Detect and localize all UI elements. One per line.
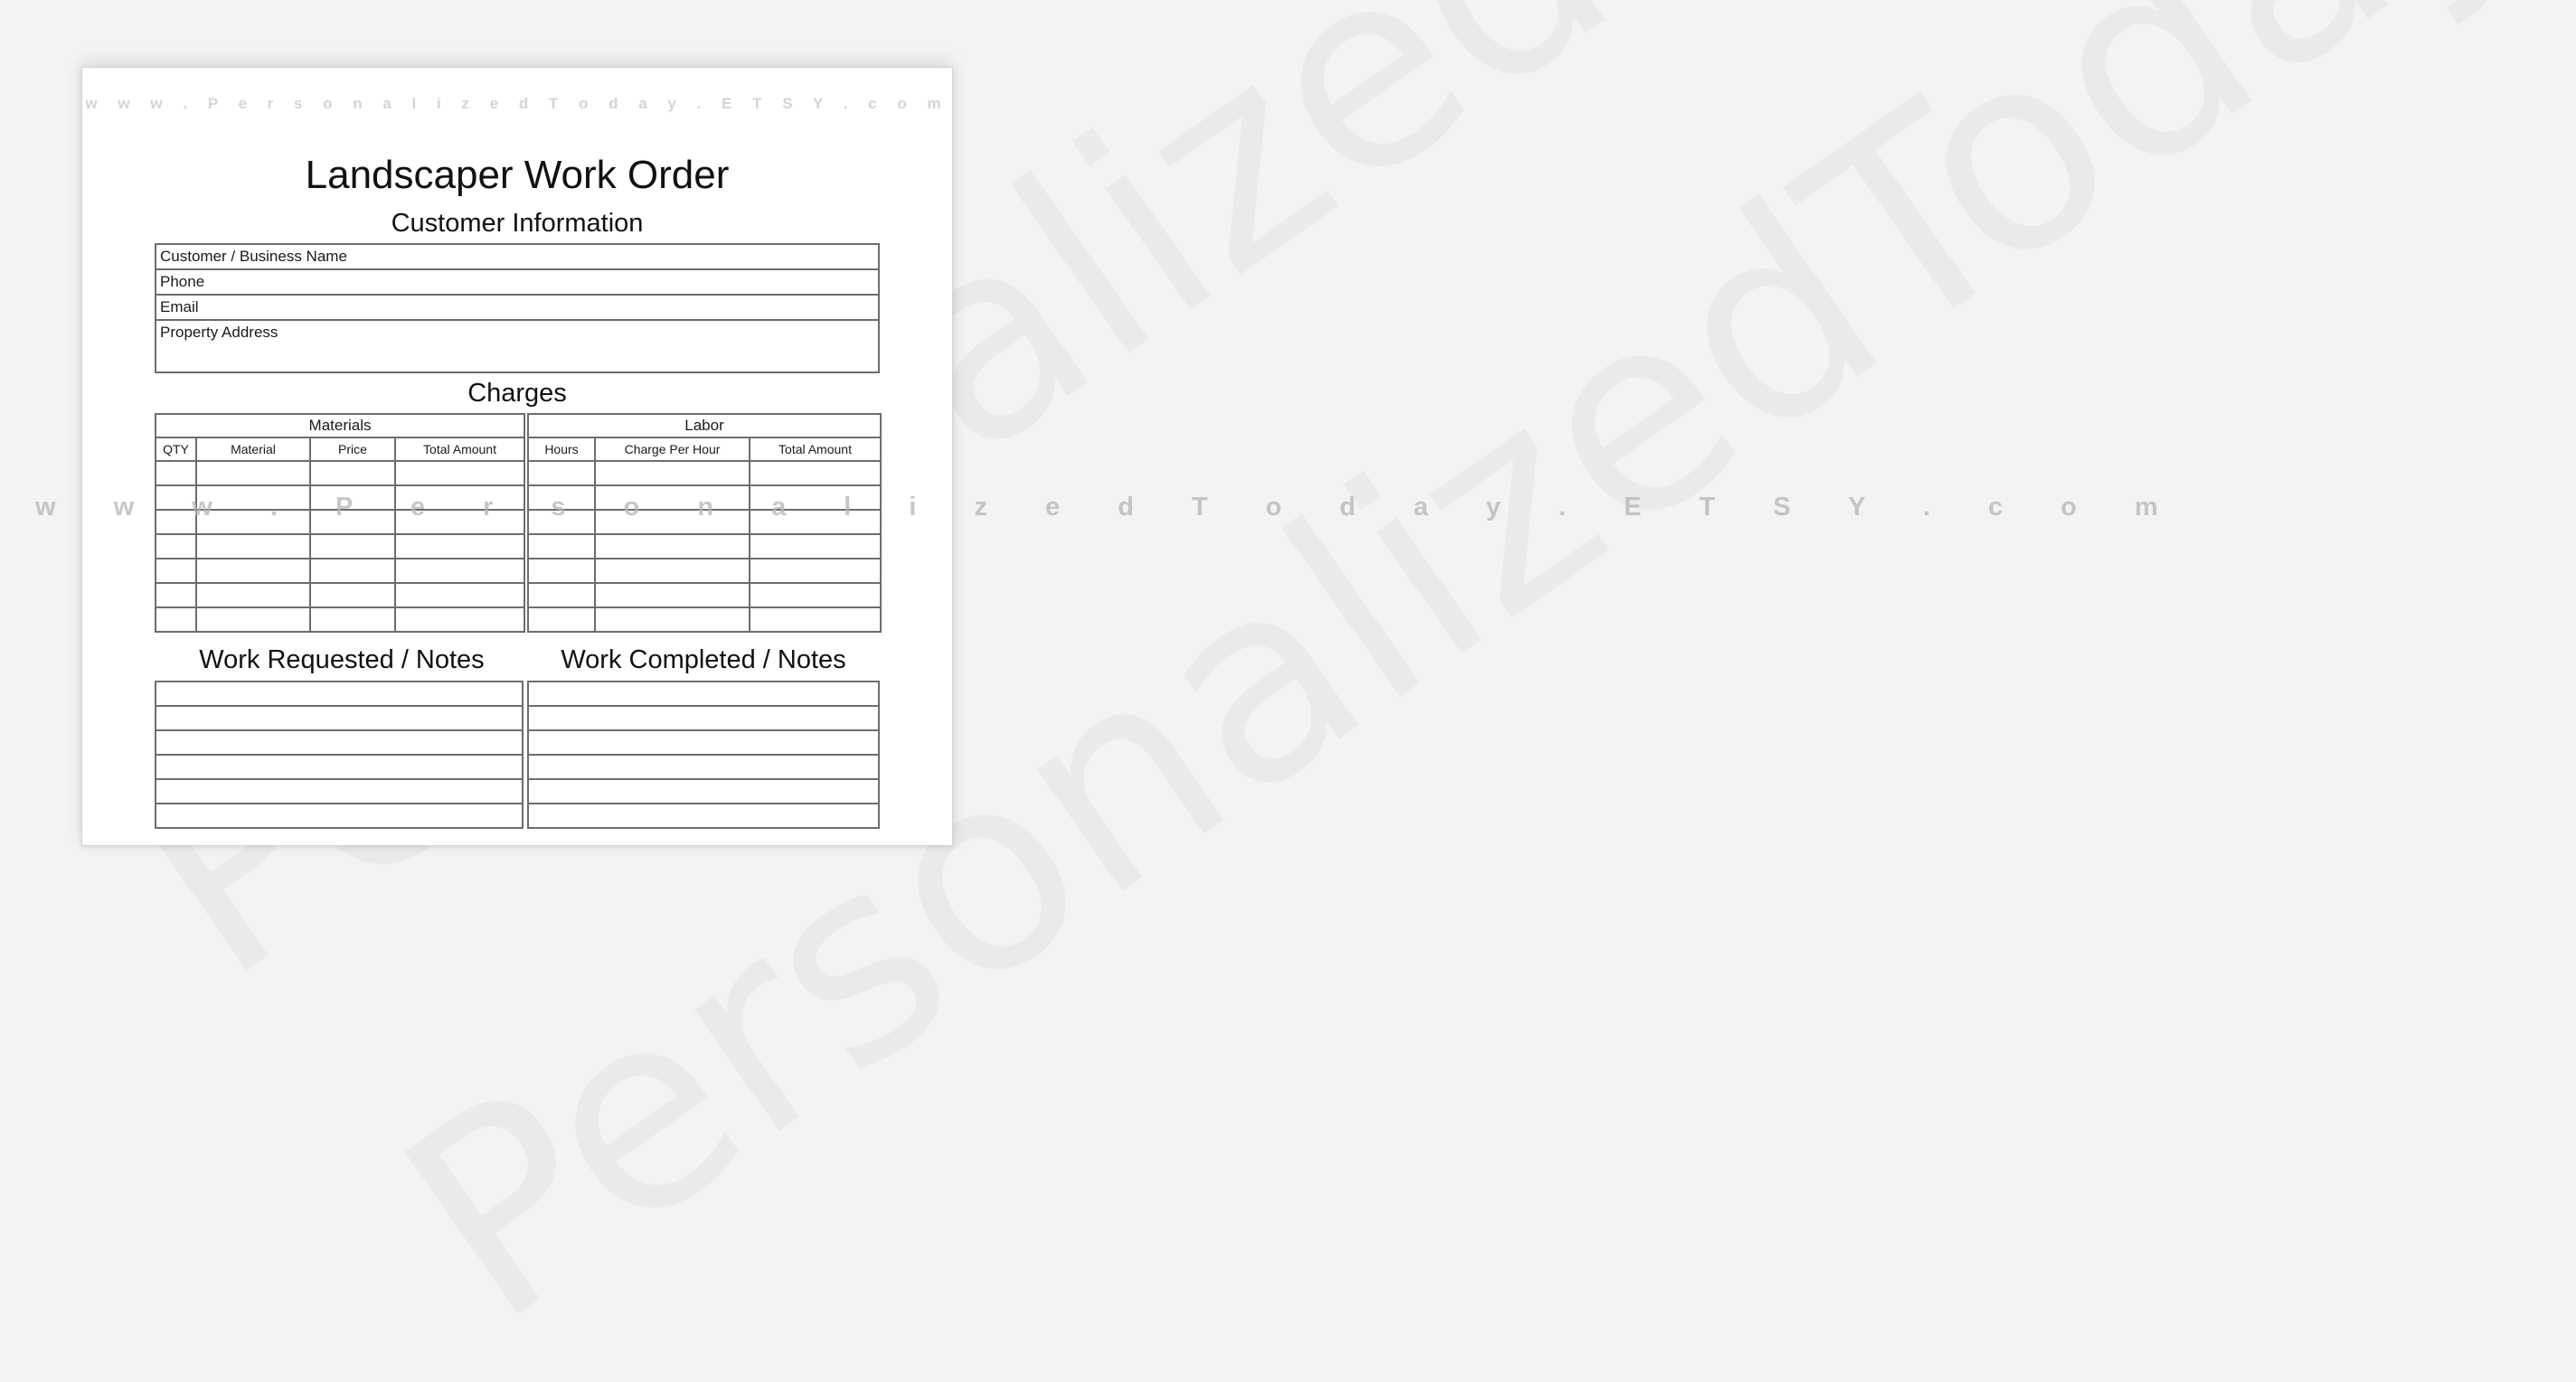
table-cell[interactable] <box>156 583 196 607</box>
notes-line <box>156 682 523 706</box>
table-cell[interactable] <box>156 559 196 583</box>
customer-info-table <box>155 243 880 373</box>
page-title: Landscaper Work Order <box>305 153 730 197</box>
notes-line <box>156 779 523 804</box>
table-row <box>528 559 881 583</box>
table-cell[interactable] <box>395 559 524 583</box>
notes-line <box>528 755 879 779</box>
table-cell[interactable] <box>750 461 881 485</box>
notes-line <box>156 706 523 730</box>
notes-line <box>528 682 879 706</box>
materials-total-column-header: Total Amount <box>395 437 524 461</box>
table-cell[interactable] <box>528 461 595 485</box>
table-cell[interactable] <box>156 461 196 485</box>
notes-cell[interactable] <box>156 730 523 755</box>
table-cell[interactable] <box>395 461 524 485</box>
notes-line <box>156 755 523 779</box>
table-cell[interactable] <box>750 559 881 583</box>
notes-cell[interactable] <box>156 755 523 779</box>
notes-cell[interactable] <box>528 682 879 706</box>
notes-line <box>156 804 523 828</box>
table-row <box>156 461 524 485</box>
table-cell[interactable] <box>395 534 524 559</box>
table-cell[interactable] <box>595 461 750 485</box>
phone-field[interactable]: Phone <box>156 270 878 296</box>
email-field[interactable]: Email <box>156 296 878 321</box>
table-cell[interactable] <box>310 607 395 632</box>
notes-cell[interactable] <box>528 804 879 828</box>
notes-line <box>528 730 879 755</box>
table-cell[interactable] <box>310 583 395 607</box>
table-cell[interactable] <box>528 607 595 632</box>
table-row <box>528 534 881 559</box>
table-cell[interactable] <box>595 534 750 559</box>
notes-cell[interactable] <box>156 706 523 730</box>
table-cell[interactable] <box>196 583 310 607</box>
table-row <box>156 559 524 583</box>
table-row <box>528 461 881 485</box>
notes-cell[interactable] <box>156 682 523 706</box>
table-cell[interactable] <box>750 607 881 632</box>
notes-cell[interactable] <box>528 755 879 779</box>
table-cell[interactable] <box>395 583 524 607</box>
table-row <box>528 607 881 632</box>
table-cell[interactable] <box>750 534 881 559</box>
table-cell[interactable] <box>595 583 750 607</box>
table-cell[interactable] <box>395 607 524 632</box>
table-cell[interactable] <box>528 559 595 583</box>
notes-line <box>528 706 879 730</box>
materials-heading: Materials <box>156 414 524 437</box>
table-cell[interactable] <box>156 534 196 559</box>
table-cell[interactable] <box>156 607 196 632</box>
table-cell[interactable] <box>310 534 395 559</box>
table-row <box>528 583 881 607</box>
labor-heading: Labor <box>528 414 881 437</box>
table-cell[interactable] <box>528 534 595 559</box>
notes-line <box>156 730 523 755</box>
property-address-field[interactable]: Property Address <box>160 324 278 341</box>
table-cell[interactable] <box>750 583 881 607</box>
watermark-top: w w w . P e r s o n a l i z e d T o d a y . E T S Y . c o m <box>85 95 949 112</box>
qty-column-header: QTY <box>156 437 196 461</box>
materials-table <box>155 413 525 633</box>
table-row <box>156 583 524 607</box>
table-row <box>156 534 524 559</box>
watermark-middle: w w w . P e r s o n a l i z e d T o d a y . E T S Y . c o m <box>35 493 2184 522</box>
material-column-header: Material <box>196 437 310 461</box>
notes-cell[interactable] <box>156 804 523 828</box>
labor-table <box>527 413 882 633</box>
labor-total-column-header: Total Amount <box>750 437 881 461</box>
table-cell[interactable] <box>196 461 310 485</box>
notes-line <box>528 804 879 828</box>
table-cell[interactable] <box>310 559 395 583</box>
work-requested-notes-table <box>155 681 524 829</box>
work-order-page <box>35 67 2184 846</box>
table-cell[interactable] <box>196 559 310 583</box>
notes-cell[interactable] <box>156 779 523 804</box>
charges-title: Charges <box>467 379 567 408</box>
notes-cell[interactable] <box>528 706 879 730</box>
notes-cell[interactable] <box>528 730 879 755</box>
table-cell[interactable] <box>595 559 750 583</box>
table-row <box>156 607 524 632</box>
table-cell[interactable] <box>595 607 750 632</box>
work-completed-notes-table <box>527 681 880 829</box>
charge-per-hour-column-header: Charge Per Hour <box>595 437 750 461</box>
work-completed-title: Work Completed / Notes <box>561 645 846 674</box>
notes-line <box>528 779 879 804</box>
customer-section-title: Customer Information <box>391 209 644 238</box>
table-cell[interactable] <box>196 534 310 559</box>
work-requested-title: Work Requested / Notes <box>199 645 485 674</box>
table-cell[interactable] <box>196 607 310 632</box>
hours-column-header: Hours <box>528 437 595 461</box>
customer-name-field[interactable]: Customer / Business Name <box>156 245 878 270</box>
table-cell[interactable] <box>528 583 595 607</box>
table-cell[interactable] <box>310 461 395 485</box>
price-column-header: Price <box>310 437 395 461</box>
notes-cell[interactable] <box>528 779 879 804</box>
